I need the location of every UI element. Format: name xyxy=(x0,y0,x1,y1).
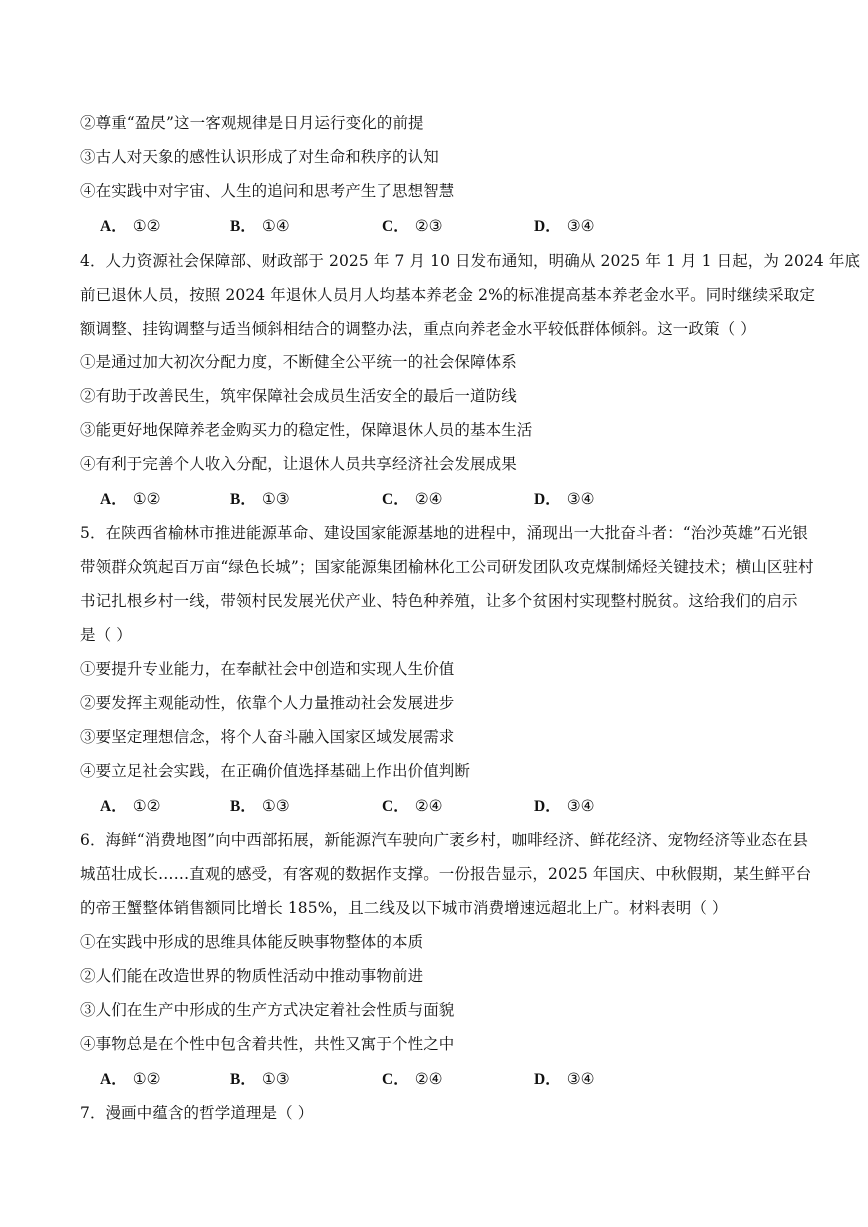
q3-statement-4: ④在实践中对宇宙、人生的追问和思考产生了思想智慧 xyxy=(80,182,455,200)
q4-option-c[interactable]: C． ②④ xyxy=(382,490,443,508)
q4-stem-line-1: 4．人力资源社会保障部、财政部于 2025 年 7 月 10 日发布通知，明确从 2025 年 1 月 1 日起，为 2024 年底 xyxy=(80,252,861,270)
q3-statement-2: ②尊重“盈昃”这一客观规律是日月运行变化的前提 xyxy=(80,114,424,132)
q5-option-a[interactable]: A． ①② xyxy=(100,797,161,815)
q4-options xyxy=(100,489,720,509)
q6-statement-3: ③人们在生产中形成的生产方式决定着社会性质与面貌 xyxy=(80,1001,455,1019)
q5-option-b[interactable]: B． ①③ xyxy=(230,797,290,815)
q6-statement-1: ①在实践中形成的思维具体能反映事物整体的本质 xyxy=(80,933,424,951)
q5-options xyxy=(100,796,720,816)
q4-stem-line-2: 前已退休人员，按照 2024 年退休人员月人均基本养老金 2%的标准提高基本养老金水平。同时继续采取定 xyxy=(80,286,815,304)
q5-statement-3: ③要坚定理想信念，将个人奋斗融入国家区域发展需求 xyxy=(80,728,455,746)
q5-statement-4: ④要立足社会实践，在正确价值选择基础上作出价值判断 xyxy=(80,762,471,780)
q6-option-c[interactable]: C． ②④ xyxy=(382,1070,443,1088)
q6-stem-line-3: 的帝王蟹整体销售额同比增长 185%，且二线及以下城市消费增速远超北上广。材料表明（ ） xyxy=(80,899,728,917)
q5-stem-line-3: 书记扎根乡村一线，带领村民发展光伏产业、特色种养殖，让多个贫困村实现整村脱贫。这给我们的启示 xyxy=(80,592,798,610)
q3-statement-3: ③古人对天象的感性认识形成了对生命和秩序的认知 xyxy=(80,148,439,166)
q6-option-a[interactable]: A． ①② xyxy=(100,1070,161,1088)
q6-statement-4: ④事物总是在个性中包含着共性，共性又寓于个性之中 xyxy=(80,1035,455,1053)
q5-stem-line-2: 带领群众筑起百万亩“绿色长城”；国家能源集团榆林化工公司研发团队攻克煤制烯烃关键技术；横山区驻村 xyxy=(80,558,814,576)
q3-options xyxy=(100,216,720,236)
q7-stem-line-1: 7．漫画中蕴含的哲学道理是（ ） xyxy=(80,1104,314,1122)
q3-option-a[interactable]: A． ①② xyxy=(100,217,161,235)
q6-option-b[interactable]: B． ①③ xyxy=(230,1070,290,1088)
q4-statement-1: ①是通过加大初次分配力度，不断健全公平统一的社会保障体系 xyxy=(80,353,517,371)
q4-statement-3: ③能更好地保障养老金购买力的稳定性，保障退休人员的基本生活 xyxy=(80,421,533,439)
q5-option-d[interactable]: D． ③④ xyxy=(534,797,595,815)
q6-statement-2: ②人们能在改造世界的物质性活动中推动事物前进 xyxy=(80,967,424,985)
q4-option-a[interactable]: A． ①② xyxy=(100,490,161,508)
q5-statement-1: ①要提升专业能力，在奉献社会中创造和实现人生价值 xyxy=(80,660,455,678)
q5-stem-line-1: 5．在陕西省榆林市推进能源革命、建设国家能源基地的进程中，涌现出一大批奋斗者：“治沙英雄”石光银 xyxy=(80,524,809,542)
q6-options xyxy=(100,1069,720,1089)
q5-option-c[interactable]: C． ②④ xyxy=(382,797,443,815)
q5-statement-2: ②要发挥主观能动性，依靠个人力量推动社会发展进步 xyxy=(80,694,455,712)
q6-stem-line-2: 城茁壮成长……直观的感受，有客观的数据作支撑。一份报告显示，2025 年国庆、中秋假期，某生鲜平台 xyxy=(80,865,812,883)
q6-stem-line-1: 6．海鲜“消费地图”向中西部拓展，新能源汽车驶向广袤乡村，咖啡经济、鲜花经济、宠物经济等业态在县 xyxy=(80,831,809,849)
q5-stem-line-4: 是（ ） xyxy=(80,626,132,644)
q3-option-d[interactable]: D． ③④ xyxy=(534,217,595,235)
q3-option-c[interactable]: C． ②③ xyxy=(382,217,443,235)
q3-option-b[interactable]: B． ①④ xyxy=(230,217,290,235)
q4-statement-2: ②有助于改善民生，筑牢保障社会成员生活安全的最后一道防线 xyxy=(80,387,517,405)
q4-stem-line-3: 额调整、挂钩调整与适当倾斜相结合的调整办法，重点向养老金水平较低群体倾斜。这一政策（ ） xyxy=(80,320,756,338)
q4-statement-4: ④有利于完善个人收入分配，让退休人员共享经济社会发展成果 xyxy=(80,455,517,473)
q4-option-b[interactable]: B． ①③ xyxy=(230,490,290,508)
q4-option-d[interactable]: D． ③④ xyxy=(534,490,595,508)
q6-option-d[interactable]: D． ③④ xyxy=(534,1070,595,1088)
